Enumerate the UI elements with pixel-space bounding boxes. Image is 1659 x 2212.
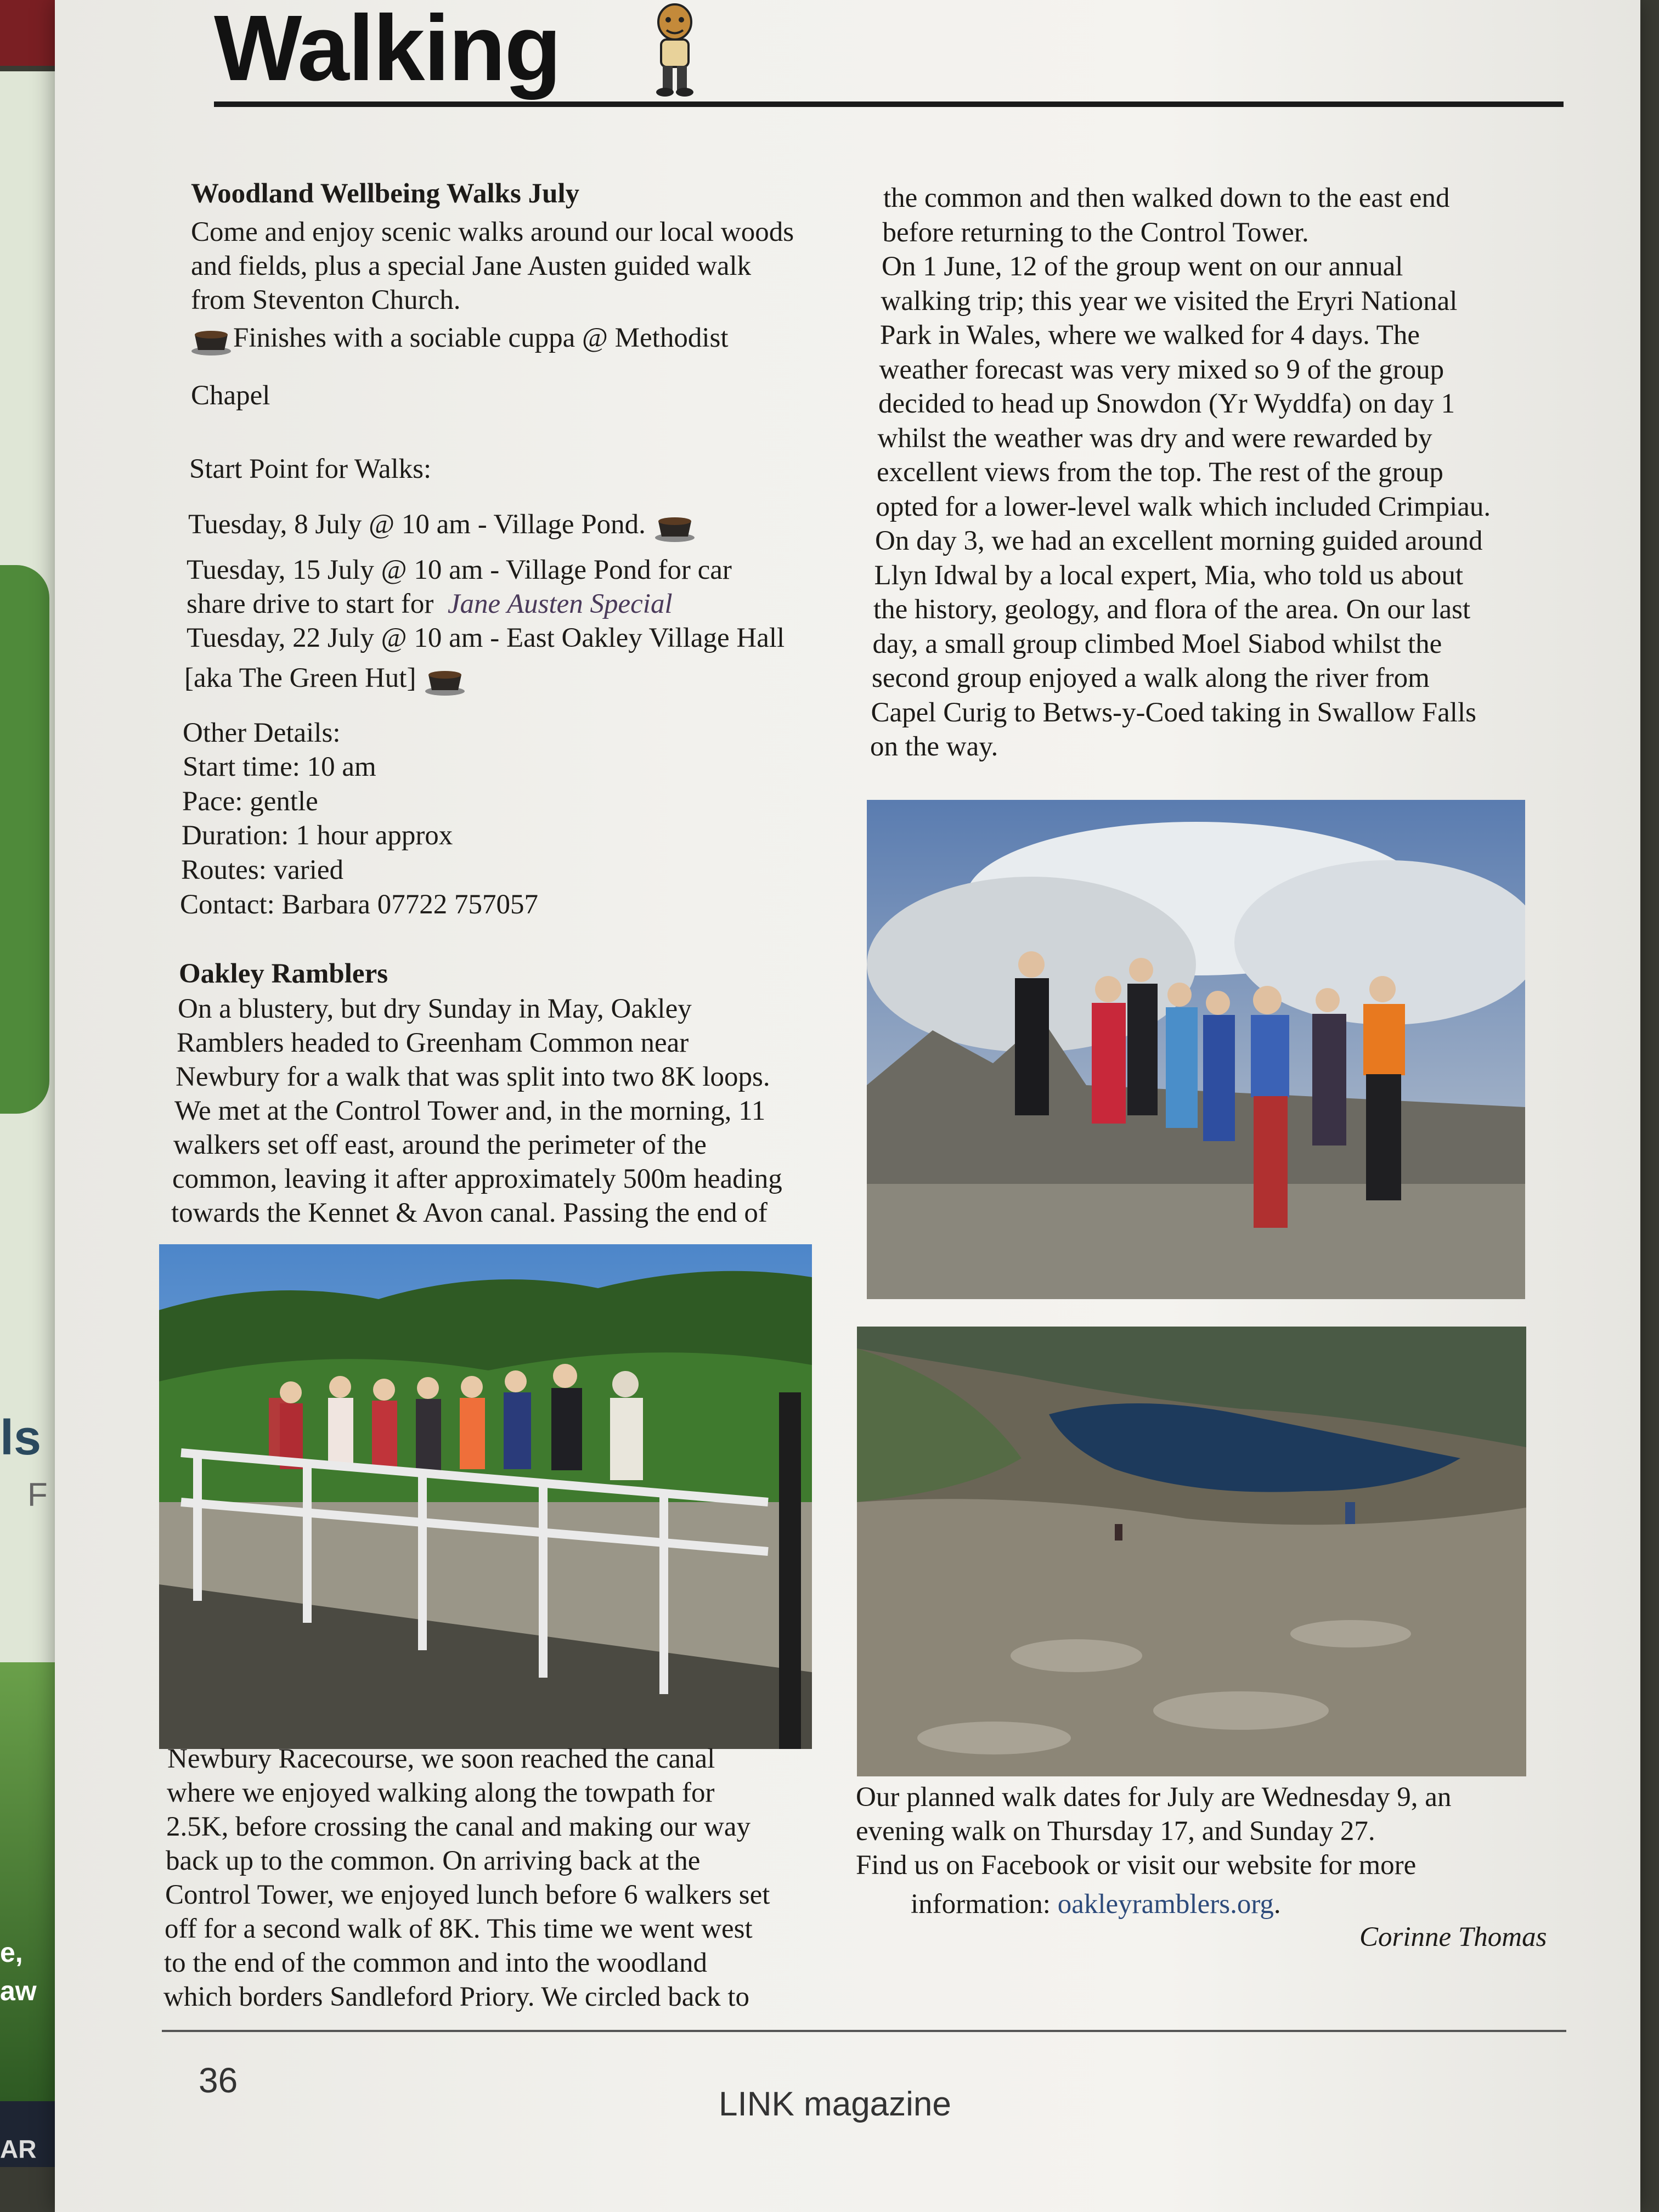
underlying-text-fragment: e, [0, 1937, 23, 1968]
body-text-line: to the end of the common and into the woodland [164, 1948, 708, 1978]
body-text-line: excellent views from the top. The rest of the group [877, 457, 1443, 488]
walk-date-1 [188, 507, 697, 543]
body-text-line: off for a second walk of 8K. This time we went west [165, 1914, 753, 1944]
woodland-intro-line: Come and enjoy scenic walks around our local woods [191, 217, 794, 247]
body-text-line: second group enjoyed a walk along the river from [872, 663, 1430, 693]
walk-date-2-text: share drive to start for [187, 589, 434, 619]
body-text-line: On a blustery, but dry Sunday in May, Oakley [178, 994, 692, 1024]
walk-date-2: Tuesday, 15 July @ 10 am - Village Pond for car [187, 555, 732, 585]
jane-austen-special: Jane Austen Special [447, 589, 673, 619]
cuppa-line [189, 321, 729, 357]
body-text-line: walkers set off east, around the perimeter of the [173, 1130, 707, 1160]
woodland-heading: Woodland Wellbeing Walks July [191, 178, 580, 209]
cuppa-line-2: Chapel [191, 380, 270, 411]
coffee-cup-icon [189, 324, 233, 357]
body-text-line: Control Tower, we enjoyed lunch before 6 walkers set [165, 1880, 770, 1910]
page-number: 36 [199, 2061, 238, 2100]
body-text-line: where we enjoyed walking along the towpath for [167, 1778, 715, 1808]
body-text-line: Capel Curig to Betws-y-Coed taking in Swallow Falls [871, 697, 1476, 728]
body-text-line: towards the Kennet & Avon canal. Passing the end of [171, 1198, 768, 1228]
website-prefix: information: [911, 1889, 1058, 1920]
body-text-line: on the way. [870, 731, 998, 762]
body-text-line: opted for a lower-level walk which included Crimpiau. [876, 491, 1491, 522]
website-link[interactable]: oakleyramblers.org [1057, 1889, 1274, 1920]
body-text-line: Ramblers headed to Greenham Common near [177, 1028, 689, 1058]
body-text-line: We met at the Control Tower and, in the morning, 11 [174, 1096, 766, 1126]
green-graphic [0, 565, 49, 1114]
body-text-line: Llyn Idwal by a local expert, Mia, who told us about [874, 560, 1464, 591]
body-text-line: Park in Wales, where we walked for 4 days. The [880, 320, 1420, 351]
details-line: Duration: 1 hour approx [182, 820, 453, 851]
author-name: Corinne Thomas [1359, 1922, 1547, 1953]
body-text-line: Newbury for a walk that was split into two 8K loops. [176, 1062, 770, 1092]
magazine-page [55, 0, 1640, 2212]
underlying-text-fragment: ls [0, 1410, 42, 1465]
body-text-line: which borders Sandleford Priory. We circled back to [163, 1982, 749, 2012]
green-hut-text: [aka The Green Hut] [184, 663, 416, 693]
canal-group-photo [159, 1244, 812, 1749]
walking-mascot-icon [636, 0, 713, 99]
walk-date-3-cont [184, 661, 467, 697]
start-point-heading: Start Point for Walks: [189, 454, 432, 484]
footer-rule [162, 2030, 1566, 2032]
cuppa-text: Finishes with a sociable cuppa @ Methodist [233, 323, 729, 353]
body-text-line: Newbury Racecourse, we soon reached the canal [167, 1743, 715, 1774]
snowdon-group-photo [867, 800, 1525, 1299]
header-rule [214, 101, 1564, 107]
woodland-intro-line: from Steventon Church. [191, 285, 461, 315]
website-suffix: . [1273, 1889, 1281, 1920]
walk-date-3: Tuesday, 22 July @ 10 am - East Oakley Village Hall [187, 623, 785, 653]
underlying-text-fragment: F [27, 1476, 48, 1513]
body-text-line: weather forecast was very mixed so 9 of the group [879, 354, 1444, 385]
details-line: Start time: 10 am [183, 752, 376, 782]
magazine-name: LINK magazine [719, 2085, 951, 2123]
details-line: Routes: varied [181, 855, 344, 885]
body-text-line: day, a small group climbed Moel Siabod whilst the [872, 628, 1442, 659]
body-text-line: On day 3, we had an excellent morning guided around [875, 526, 1483, 556]
mountain-lake-photo [857, 1327, 1526, 1776]
ramblers-heading: Oakley Ramblers [179, 958, 388, 989]
body-text-line: the history, geology, and flora of the area. On our last [873, 594, 1471, 625]
body-text-line: before returning to the Control Tower. [882, 217, 1309, 248]
body-text-line: decided to head up Snowdon (Yr Wyddfa) on day 1 [878, 388, 1455, 419]
details-line: Contact: Barbara 07722 757057 [180, 889, 538, 920]
page-title: Walking [214, 0, 561, 100]
details-line: Other Details: [183, 718, 341, 748]
underlying-text-fragment: AR [0, 2135, 37, 2163]
underlying-text-fragment: aw [0, 1976, 37, 2006]
details-line: Pace: gentle [182, 786, 318, 817]
walk-date-2-cont [187, 587, 673, 621]
website-line [911, 1887, 1281, 1921]
coffee-cup-icon [653, 510, 697, 543]
body-text-line: the common and then walked down to the east end [883, 183, 1450, 213]
body-text-line: Our planned walk dates for July are Wednesday 9, an [856, 1782, 1452, 1813]
body-text-line: common, leaving it after approximately 500m heading [172, 1164, 782, 1194]
body-text-line: 2.5K, before crossing the canal and making our way [166, 1812, 751, 1842]
body-text-line: whilst the weather was dry and were rewarded by [877, 422, 1432, 454]
body-text-line: walking trip; this year we visited the Eryri National [881, 285, 1458, 317]
body-text-line: evening walk on Thursday 17, and Sunday 27. [856, 1816, 1375, 1847]
body-text-line: Find us on Facebook or visit our website for more [856, 1850, 1417, 1881]
coffee-cup-icon [423, 664, 467, 697]
body-text-line: On 1 June, 12 of the group went on our annual [882, 251, 1403, 282]
walk-date-1-text: Tuesday, 8 July @ 10 am - Village Pond. [188, 509, 646, 540]
body-text-line: back up to the common. On arriving back at the [166, 1846, 701, 1876]
woodland-intro-line: and fields, plus a special Jane Austen guided walk [191, 251, 752, 281]
